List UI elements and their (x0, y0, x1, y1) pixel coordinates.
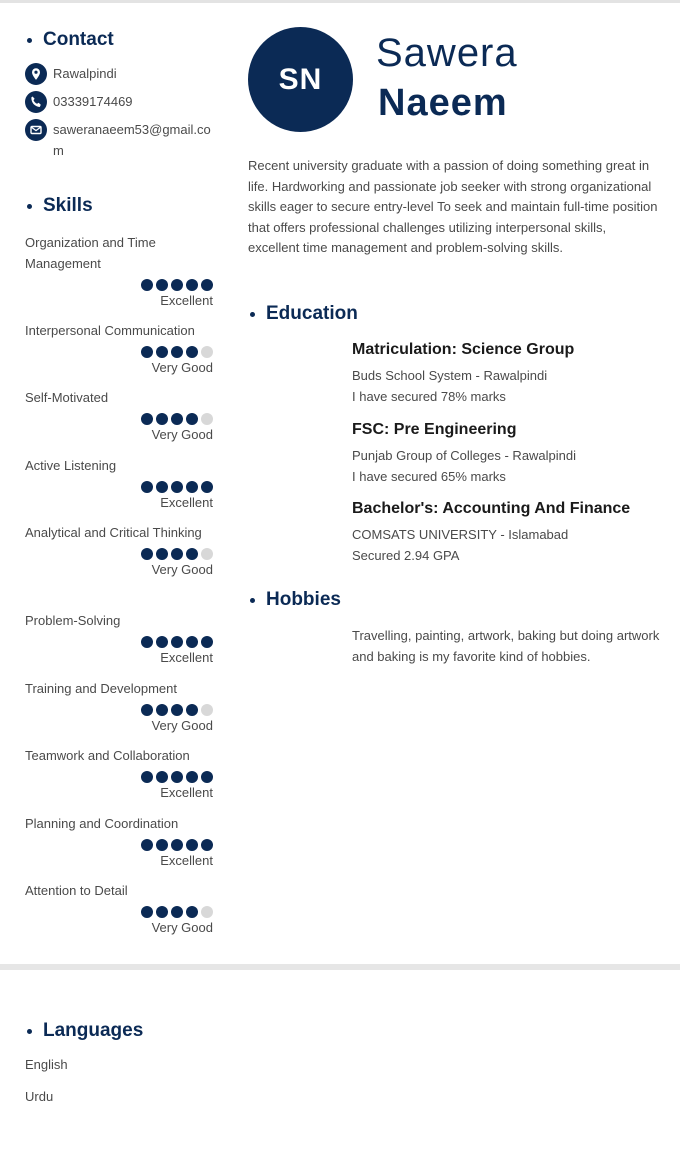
language-item: Urdu (25, 1089, 54, 1104)
languages-heading (27, 1020, 143, 1042)
skill-rating-dots (25, 906, 213, 918)
rating-dot-filled (171, 704, 183, 716)
skill-name: Planning and Coordination (25, 816, 179, 831)
education-heading-text: Education (266, 303, 358, 324)
rating-dot-filled (201, 481, 213, 493)
rating-dot-filled (141, 906, 153, 918)
rating-dot-filled (156, 704, 168, 716)
email-icon (25, 119, 47, 141)
rating-dot-filled (141, 704, 153, 716)
skill-name: Problem-Solving (25, 613, 121, 628)
education-result: I have secured 65% marks (352, 468, 506, 484)
education-school: COMSATS UNIVERSITY - Islamabad (352, 527, 569, 542)
skill-rating-dots (25, 771, 213, 783)
rating-dot-filled (171, 279, 183, 291)
hobbies-text: Travelling, painting, artwork, baking but doing artwork and baking is my favorite kind of hobbies. (352, 628, 660, 664)
education-school: Buds School System - Rawalpindi (352, 368, 548, 383)
summary-text: Recent university graduate with a passion of doing something great in life. Hardworking and passionate job seeker with strong organizational skills eager to secure entry-level To seek and maintain full-time position that offers professional challenges utilizing interpersonal skills, excellent time management and problem-solving skills. (248, 158, 658, 255)
skill-item (25, 880, 213, 936)
rating-dot-filled (186, 481, 198, 493)
rating-dot-filled (141, 346, 153, 358)
rating-dot-filled (156, 346, 168, 358)
skill-item (25, 678, 213, 734)
rating-dot-filled (156, 771, 168, 783)
skill-rating-dots (25, 413, 213, 425)
skill-rating-dots (25, 279, 213, 291)
rating-dot-filled (171, 346, 183, 358)
skill-rating-label: Very Good (151, 920, 213, 935)
rating-dot-filled (201, 636, 213, 648)
skill-rating-label: Excellent (160, 785, 213, 800)
skill-rating-label: Very Good (151, 360, 213, 375)
rating-dot-filled (141, 636, 153, 648)
skill-name: Organization and Time Management (25, 235, 156, 271)
education-result: I have secured 78% marks (352, 388, 506, 404)
location-icon (25, 63, 47, 85)
skill-rating-dots (25, 548, 213, 560)
education-title: Bachelor's: Accounting And Finance (352, 500, 631, 517)
rating-dot-empty (201, 906, 213, 918)
skill-name: Interpersonal Communication (25, 323, 195, 338)
skill-name: Analytical and Critical Thinking (25, 525, 202, 540)
rating-dot-filled (186, 839, 198, 851)
avatar: SN (248, 27, 353, 132)
rating-dot-filled (186, 346, 198, 358)
rating-dot-filled (201, 771, 213, 783)
rating-dot-filled (171, 548, 183, 560)
skill-name: Training and Development (25, 681, 177, 696)
education-item (352, 499, 672, 566)
first-name: Sawera (376, 31, 518, 75)
rating-dot-filled (171, 906, 183, 918)
rating-dot-empty (201, 548, 213, 560)
rating-dot-filled (171, 839, 183, 851)
page-divider (0, 964, 680, 970)
rating-dot-filled (201, 839, 213, 851)
contact-phone (25, 91, 133, 113)
rating-dot-filled (171, 771, 183, 783)
rating-dot-filled (141, 839, 153, 851)
rating-dot-filled (141, 413, 153, 425)
skill-item (25, 610, 213, 666)
rating-dot-filled (186, 413, 198, 425)
email-text: saweranaeem53@gmail.com (53, 122, 211, 158)
skills-heading-text: Skills (43, 195, 93, 216)
skill-name: Self-Motivated (25, 390, 109, 405)
skill-rating-label: Excellent (160, 650, 213, 665)
rating-dot-filled (186, 279, 198, 291)
rating-dot-filled (141, 481, 153, 493)
skill-rating-dots (25, 481, 213, 493)
skill-item (25, 813, 213, 869)
heading-bullet (250, 312, 255, 317)
rating-dot-empty (201, 413, 213, 425)
heading-bullet (27, 204, 32, 209)
education-school: Punjab Group of Colleges - Rawalpindi (352, 448, 577, 463)
rating-dot-filled (156, 906, 168, 918)
location-text: Rawalpindi (53, 66, 117, 81)
skill-item (25, 522, 213, 578)
skills-heading (27, 195, 93, 217)
rating-dot-empty (201, 704, 213, 716)
rating-dot-filled (141, 548, 153, 560)
skill-rating-label: Excellent (160, 293, 213, 308)
skill-item (25, 455, 213, 511)
skill-rating-dots (25, 704, 213, 716)
hobbies-heading-text: Hobbies (266, 589, 341, 610)
skill-rating-dots (25, 636, 213, 648)
rating-dot-filled (201, 279, 213, 291)
rating-dot-filled (156, 481, 168, 493)
heading-bullet (27, 38, 32, 43)
skill-name: Attention to Detail (25, 883, 128, 898)
skill-rating-label: Excellent (160, 495, 213, 510)
education-heading (250, 303, 358, 325)
education-result: Secured 2.94 GPA (352, 547, 460, 563)
rating-dot-filled (141, 279, 153, 291)
skill-name: Teamwork and Collaboration (25, 748, 190, 763)
contact-location (25, 63, 117, 85)
contact-email (25, 119, 213, 161)
education-title: FSC: Pre Engineering (352, 421, 517, 438)
contact-heading (27, 29, 114, 51)
rating-dot-filled (141, 771, 153, 783)
heading-bullet (27, 1029, 32, 1034)
skill-item (25, 387, 213, 443)
rating-dot-filled (156, 839, 168, 851)
rating-dot-filled (186, 704, 198, 716)
skill-rating-label: Excellent (160, 853, 213, 868)
skill-rating-label: Very Good (151, 427, 213, 442)
skill-item (25, 320, 213, 376)
skill-rating-label: Very Good (151, 562, 213, 577)
rating-dot-filled (171, 636, 183, 648)
education-title: Matriculation: Science Group (352, 341, 575, 358)
skill-rating-dots (25, 839, 213, 851)
languages-heading-text: Languages (43, 1020, 144, 1041)
skill-rating-dots (25, 346, 213, 358)
hobbies-heading (250, 589, 341, 611)
skill-item (25, 745, 213, 801)
rating-dot-filled (156, 548, 168, 560)
last-name: Naeem (378, 82, 508, 124)
rating-dot-filled (186, 906, 198, 918)
top-border (0, 0, 680, 3)
rating-dot-empty (201, 346, 213, 358)
rating-dot-filled (171, 481, 183, 493)
language-item: English (25, 1057, 68, 1072)
skill-rating-label: Very Good (151, 718, 213, 733)
skill-item (25, 232, 213, 309)
rating-dot-filled (186, 771, 198, 783)
education-item (352, 420, 672, 487)
rating-dot-filled (156, 279, 168, 291)
rating-dot-filled (171, 413, 183, 425)
rating-dot-filled (156, 413, 168, 425)
phone-text: 03339174469 (53, 94, 133, 109)
education-item (352, 340, 672, 407)
phone-icon (25, 91, 47, 113)
rating-dot-filled (186, 548, 198, 560)
skill-name: Active Listening (25, 458, 117, 473)
rating-dot-filled (186, 636, 198, 648)
heading-bullet (250, 598, 255, 603)
rating-dot-filled (156, 636, 168, 648)
contact-heading-text: Contact (43, 29, 114, 50)
